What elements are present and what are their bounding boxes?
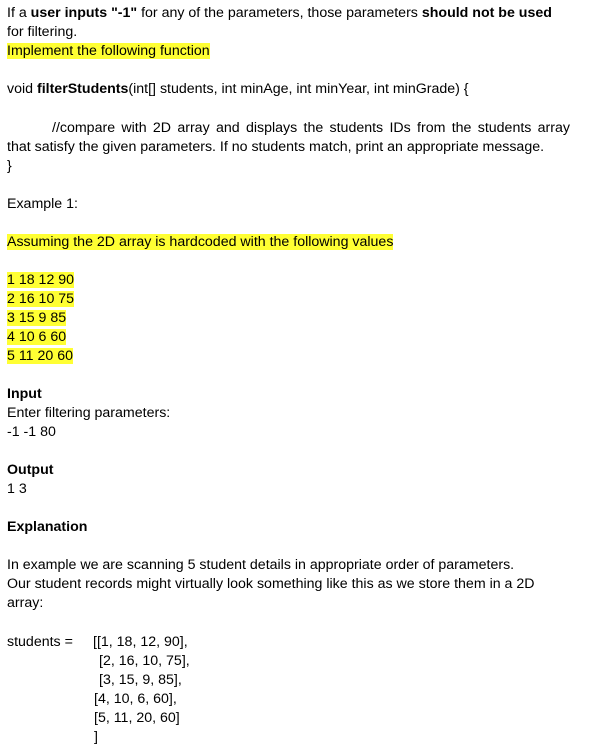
array-label: students = [7, 634, 73, 650]
output-heading-text: Output [7, 462, 54, 478]
intro-line-1 [7, 4, 552, 22]
array-closing-bracket: ] [94, 729, 98, 745]
input-heading [7, 385, 42, 403]
data-row-2: 2 16 10 75 [7, 291, 75, 307]
explanation-heading-text: Explanation [7, 519, 88, 535]
explanation-line-1: In example we are scanning 5 student details in appropriate order of parameters. [7, 557, 515, 573]
output-heading [7, 461, 53, 479]
implement-note-highlight: Implement the following function [7, 43, 210, 59]
data-row [7, 271, 74, 289]
comment-line-1: //compare with 2D array and displays the students IDs from the students array [52, 120, 570, 136]
signature-return-type: void [7, 81, 37, 97]
input-heading-text: Input [7, 386, 42, 402]
intro-text: If a [7, 5, 31, 21]
data-row [7, 290, 74, 308]
intro-line-2: for filtering. [7, 24, 78, 40]
explanation-heading [7, 518, 87, 536]
data-row [7, 309, 66, 327]
array-line-3: [3, 15, 9, 85], [99, 672, 182, 688]
input-prompt: Enter filtering parameters: [7, 405, 171, 421]
signature-function-name: filterStudents [36, 81, 129, 97]
input-value: -1 -1 80 [7, 424, 56, 440]
signature-params: (int[] students, int minAge, int minYear, int minGrade) { [128, 81, 469, 97]
data-row-5: 5 11 20 60 [7, 348, 74, 364]
assume-note [7, 233, 393, 251]
array-line-4: [4, 10, 6, 60], [94, 691, 177, 707]
data-row [7, 347, 73, 365]
comment-line-2: that satisfy the given parameters. If no students match, print an appropriate message. [7, 139, 545, 155]
output-value: 1 3 [7, 481, 27, 497]
data-row-1: 1 18 12 90 [7, 272, 75, 288]
array-line-1: [[1, 18, 12, 90], [93, 634, 188, 650]
implement-note [7, 42, 210, 60]
array-line-5: [5, 11, 20, 60] [94, 710, 180, 726]
explanation-line-3: array: [7, 595, 44, 611]
data-row-3: 3 15 9 85 [7, 310, 67, 326]
intro-bold-user-inputs: user inputs "-1" [30, 5, 138, 21]
array-line-2: [2, 16, 10, 75], [99, 653, 190, 669]
intro-text-middle: for any of the parameters, those parameters [137, 5, 422, 21]
assume-note-highlight: Assuming the 2D array is hardcoded with the following values [7, 234, 394, 250]
closing-brace: } [7, 158, 12, 174]
function-signature [7, 80, 469, 98]
explanation-line-2: Our student records might virtually look something like this as we store them in a 2D [7, 576, 535, 592]
data-row-4: 4 10 6 60 [7, 329, 67, 345]
example-title: Example 1: [7, 196, 78, 212]
data-row [7, 328, 66, 346]
intro-bold-not-used: should not be used [421, 5, 552, 21]
